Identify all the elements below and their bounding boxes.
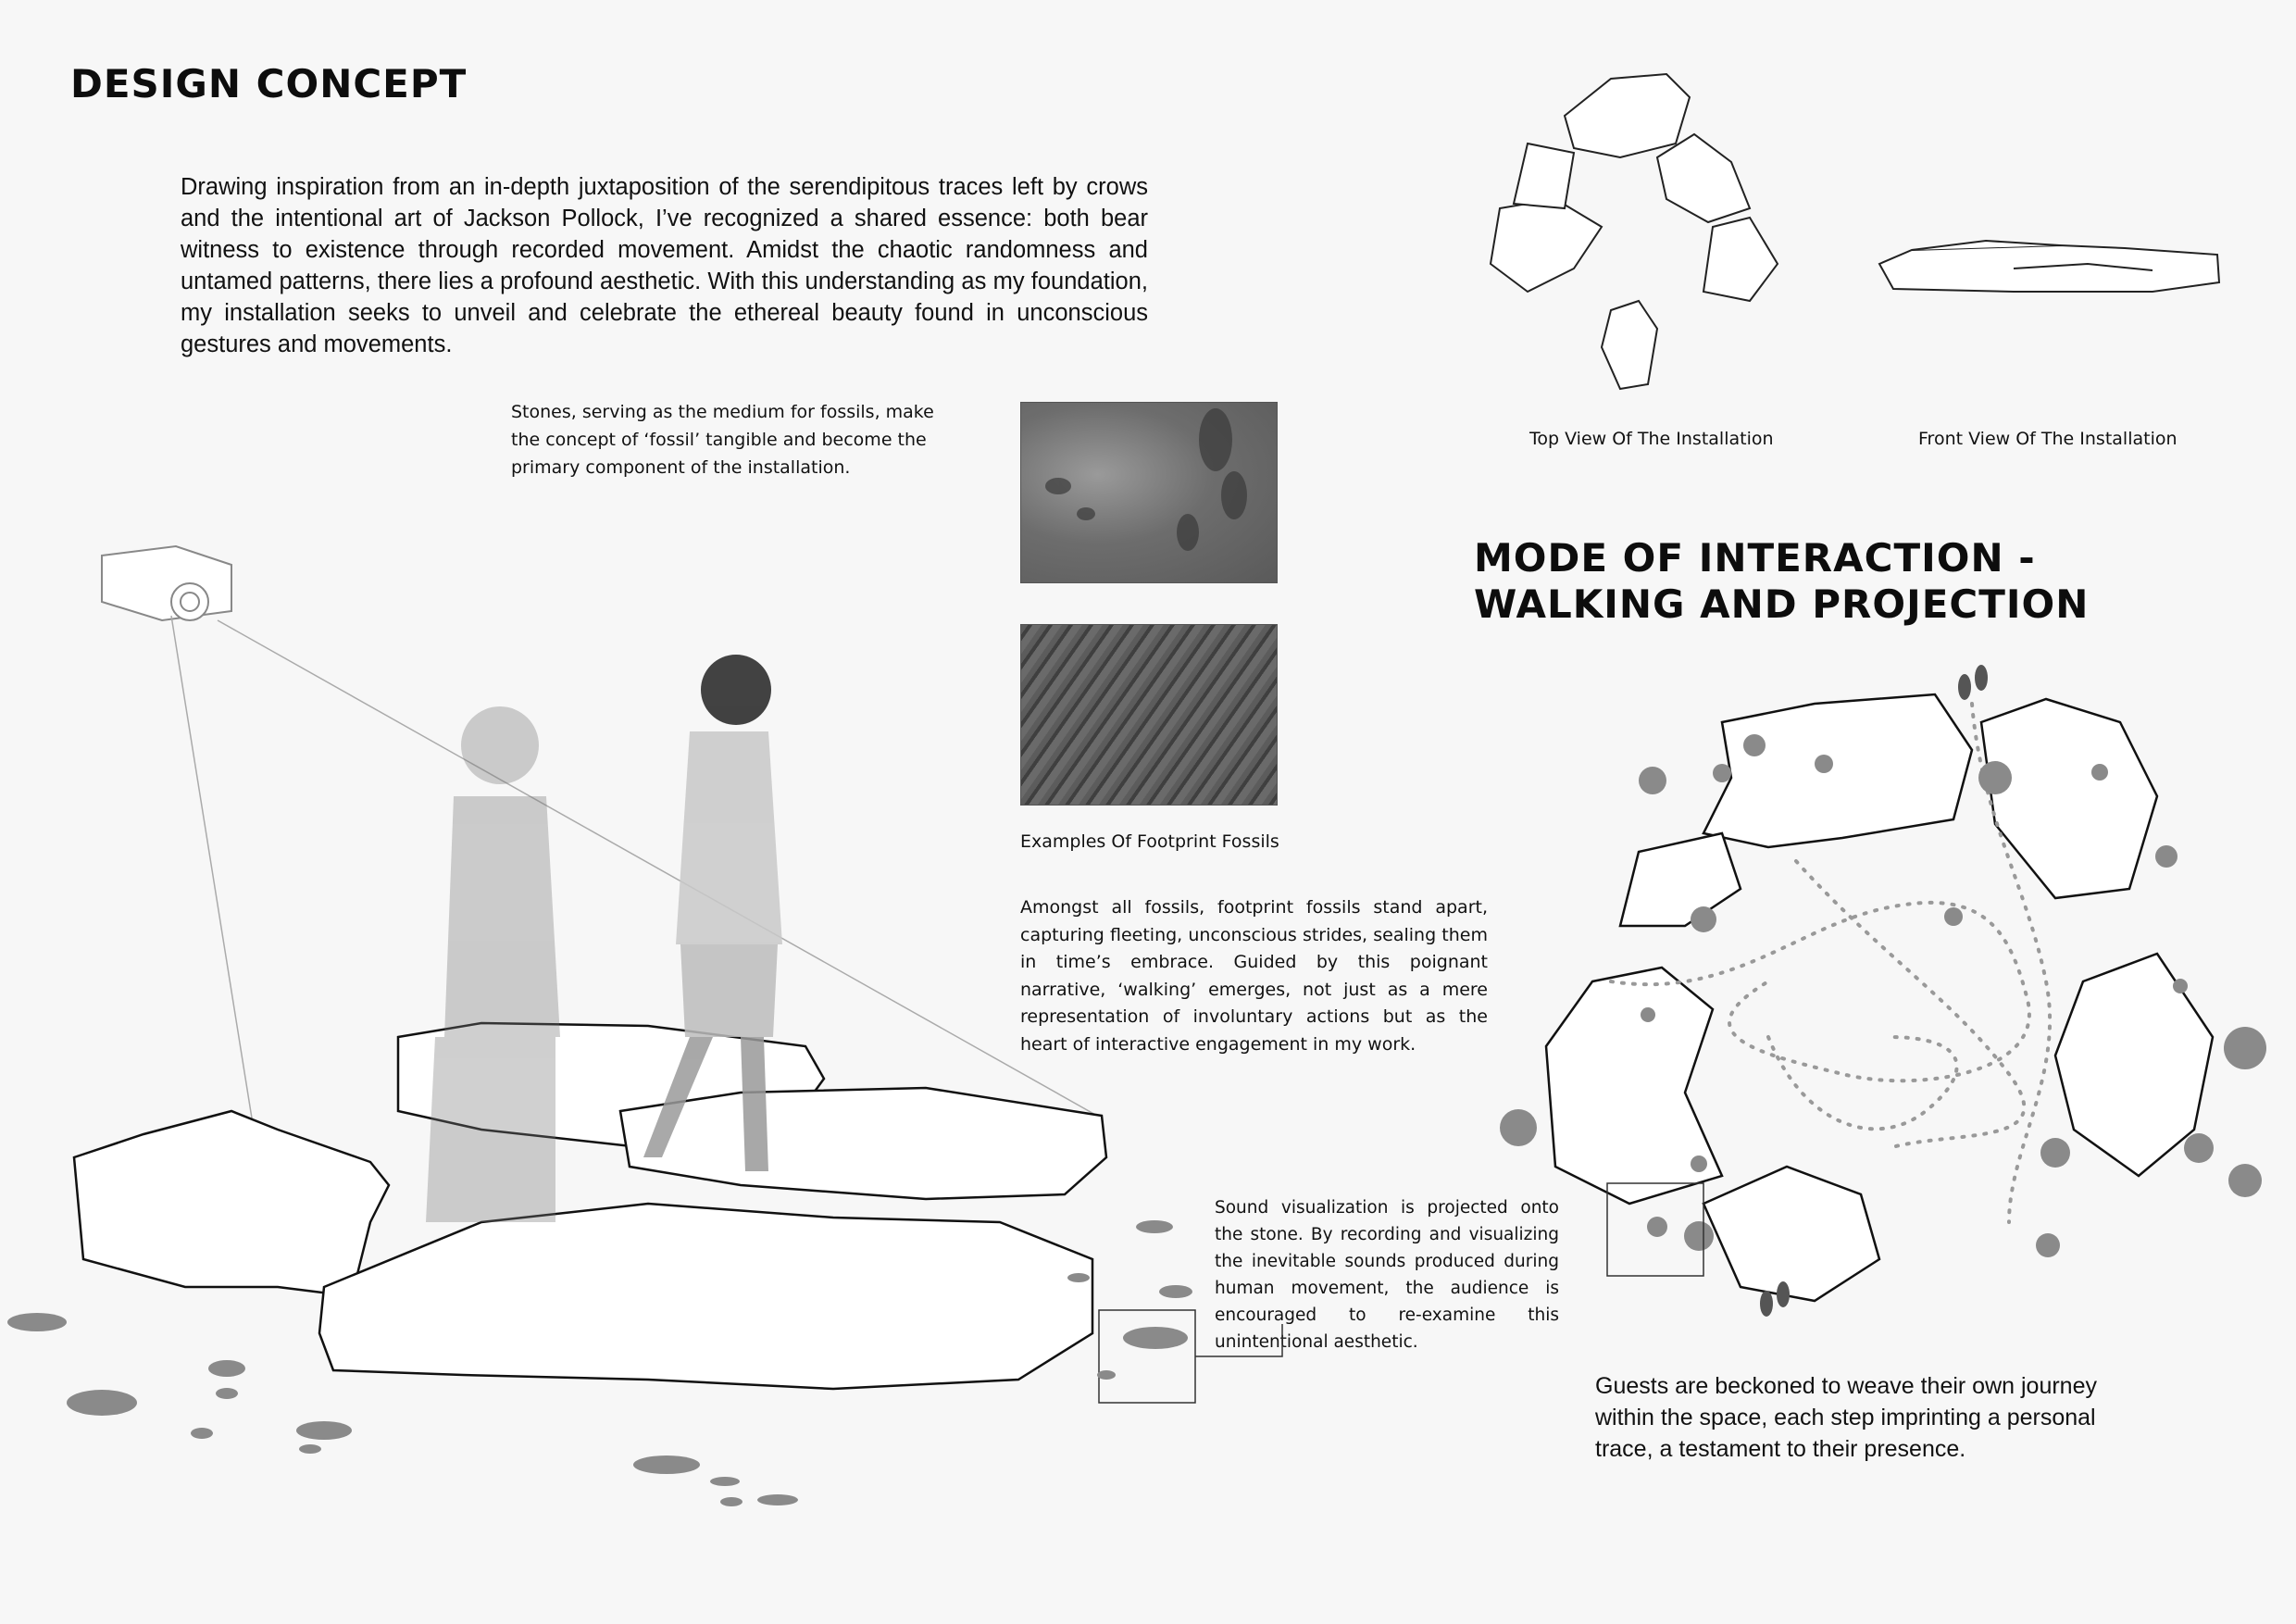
stones-note: Stones, serving as the medium for fossils, make the concept of ‘fossil’ tangible and become the primary component of the installation. <box>511 402 934 478</box>
interaction-diagram <box>1491 648 2268 1333</box>
interaction-title: MODE OF INTERACTION - WALKING AND PROJECTION <box>1474 535 2090 627</box>
sound-detail-box <box>1099 1310 1195 1403</box>
stone-right-top <box>1981 699 2157 898</box>
design-concept-body: Drawing inspiration from an in-depth juxtaposition of the serendipitous traces left by crows and the intentional art of Jackson Pollock, I’ve recognized a shared essence: both bear witness to existence through recorded movement. Amidst the chaotic randomness and untamed patterns, there lies a profound aesthetic. With this understanding as my foundation, my installation seeks to unveil and celebrate the ethereal beauty found in unconscious gestures and movements. <box>181 174 1148 357</box>
sound-note: Sound visualization is projected onto the stone. By recording and visualizing the inevitable sounds produced during human movement, the audience is encouraged to re-examine this unintentional aesthetic. <box>1215 1198 1559 1352</box>
walking-figure-blurred <box>426 706 560 1222</box>
stone-bottom <box>1703 1167 1879 1301</box>
stone-middle-illustration <box>620 1088 1106 1199</box>
stone-front-illustration <box>319 1204 1092 1389</box>
fossil-caption: Examples Of Footprint Fossils <box>1020 831 1279 852</box>
front-view-caption: Front View Of The Installation <box>1918 429 2177 449</box>
design-concept-title: DESIGN CONCEPT <box>70 61 468 106</box>
installation-illustration <box>0 518 1222 1518</box>
projector-icon <box>102 546 231 620</box>
top-view-sketch <box>1472 69 1824 403</box>
interaction-body: Guests are beckoned to weave their own journey within the space, each step imprinting a personal trace, a testament to their presence. <box>1595 1373 2097 1462</box>
stone-top <box>1703 694 1972 847</box>
front-view-sketch <box>1875 231 2227 306</box>
stone-left-top <box>1620 833 1741 926</box>
fossil-body: Amongst all fossils, footprint fossils stand apart, capturing fleeting, unconscious strides, sealing them in time’s embrace. Guided by this poignant narrative, ‘walking’ emerges, not just as a mere representation of involuntary actions but as the heart of interactive engagement in my work. <box>1020 897 1488 1055</box>
top-view-caption: Top View Of The Installation <box>1529 429 1774 449</box>
stone-left-illustration <box>74 1111 389 1296</box>
